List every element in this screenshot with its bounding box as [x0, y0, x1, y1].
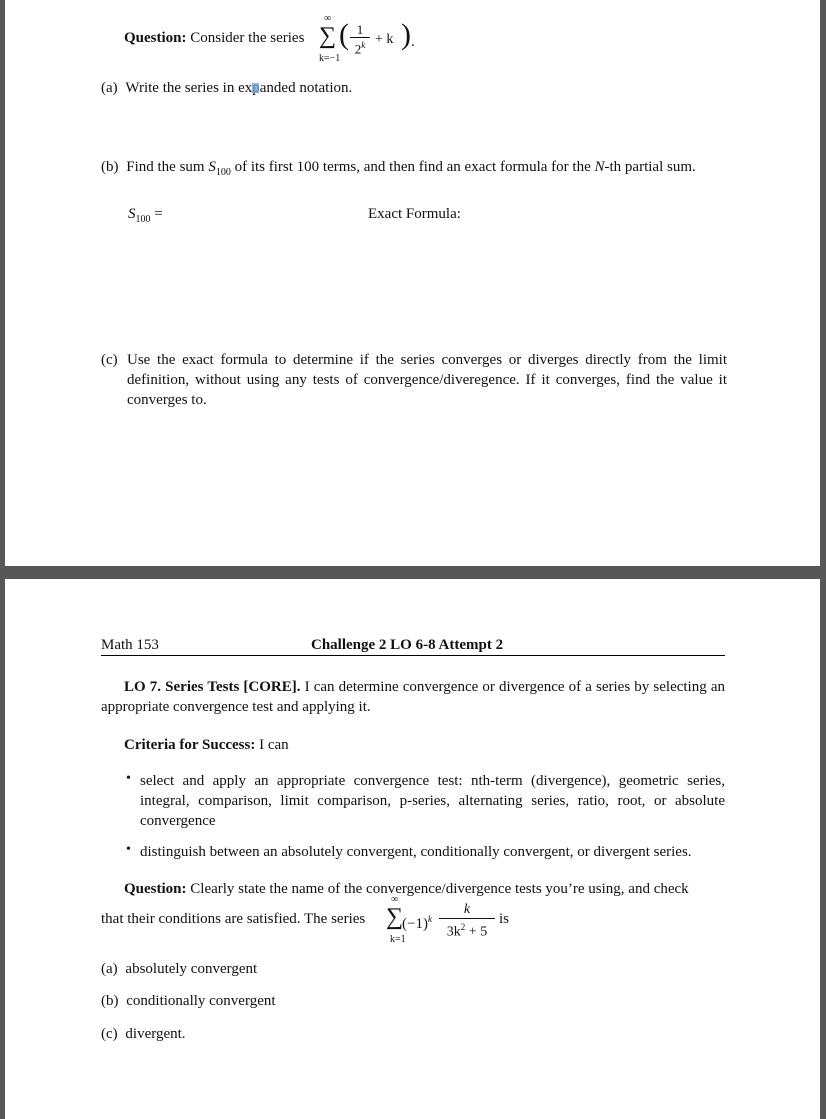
- s-symbol: S: [208, 159, 216, 175]
- series-formula-1: [315, 14, 425, 66]
- sum-upper-limit: ∞: [324, 13, 332, 24]
- s100-answer-line: [128, 204, 163, 230]
- n-symbol: N: [594, 159, 605, 175]
- series-tail: + k: [375, 32, 394, 47]
- criteria-text: I can: [259, 737, 289, 753]
- option-b-text: conditionally convergent: [126, 993, 276, 1009]
- option-c: [101, 1024, 186, 1044]
- criteria-bullet-2: distinguish between an absolutely convergent, conditionally convergent, or divergent series.: [140, 844, 692, 860]
- option-a-text: absolutely convergent: [125, 961, 258, 977]
- s100-equals: =: [154, 206, 163, 222]
- bullet-icon: •: [126, 842, 131, 857]
- fraction2-denominator: $3k^2 + 5$: [446, 922, 488, 940]
- question2-label: Question:: [124, 881, 187, 897]
- lo-text: I can determine convergence or divergence of a series by selecting an appropriate convergence test and applying it.: [101, 679, 725, 715]
- part-b-text-3: -th partial sum.: [604, 159, 696, 175]
- question2-text-2: that their conditions are satisfied. The series: [101, 911, 366, 927]
- part-a-label: (a): [101, 80, 118, 96]
- fraction-2: [439, 901, 495, 941]
- criteria-line: [124, 735, 289, 755]
- question-label: Question:: [124, 30, 187, 46]
- lo-title: LO 7. Series Tests [CORE].: [124, 679, 301, 695]
- option-a-label: (a): [101, 961, 118, 977]
- lo-paragraph: [101, 677, 725, 717]
- alternating-sign: $(-1)^k$: [402, 914, 432, 932]
- question-text: Consider the series: [190, 30, 305, 46]
- fraction2-numerator: k: [439, 901, 495, 919]
- part-a-text-1: Write the series in ex: [125, 80, 253, 96]
- part-b-text-1: Find the sum: [126, 159, 205, 175]
- s100-subscript: 100: [135, 214, 151, 225]
- sum2-lower-limit: k=1: [390, 934, 406, 945]
- page-2: [5, 579, 820, 1119]
- sigma-symbol: ∑: [386, 904, 404, 930]
- criteria-bullet-1: select and apply an appropriate convergence test: nth-term (divergence), geometric series, integral, comparison, limit comparison, p-series, alternating series, ratio, root, or absolute convergence: [140, 773, 725, 829]
- header-title: Challenge 2 LO 6-8 Attempt 2: [311, 637, 504, 653]
- part-c-label: (c): [101, 352, 118, 368]
- header-divider: [101, 655, 725, 656]
- s-subscript: 100: [215, 167, 231, 178]
- part-a-text-2: anded notation.: [259, 80, 353, 96]
- bullet-icon: •: [126, 771, 131, 786]
- option-b-label: (b): [101, 993, 119, 1009]
- right-paren: ): [401, 18, 411, 51]
- option-b: [101, 991, 276, 1011]
- question2-text-1: Clearly state the name of the convergence/divergence tests you’re using, and check: [190, 881, 689, 897]
- fraction-numerator: 1: [350, 23, 370, 38]
- part-b-label: (b): [101, 159, 119, 175]
- exact-formula-label: Exact Formula:: [368, 206, 461, 222]
- part-b: [101, 157, 696, 183]
- course-name: Math 153: [101, 637, 159, 653]
- option-c-text: divergent.: [125, 1026, 186, 1042]
- part-b-text-2: of its first 100 terms, and then find an exact formula for the: [234, 159, 591, 175]
- period: .: [411, 34, 415, 50]
- text-cursor-icon: [252, 83, 259, 93]
- question2-is: is: [499, 911, 510, 927]
- s100-symbol: S: [128, 206, 136, 222]
- part-a: [101, 78, 352, 98]
- option-c-label: (c): [101, 1026, 118, 1042]
- page-1: [5, 0, 820, 566]
- part-c-text: Use the exact formula to determine if the series converges or diverges directly from the limit definition, without using any tests of convergence/diveregence. If it converges, find the value it converges to.: [127, 352, 727, 408]
- series-formula-2: [383, 894, 510, 947]
- fraction-1: [350, 23, 370, 56]
- question-line: [124, 28, 304, 48]
- fraction-denominator: 2$^k$: [354, 40, 366, 57]
- sum-lower-limit: k=−1: [319, 53, 341, 64]
- criteria-label: Criteria for Success:: [124, 737, 256, 753]
- left-paren: (: [339, 18, 349, 51]
- option-a: [101, 959, 257, 979]
- sum2-upper-limit: ∞: [391, 894, 399, 905]
- sigma-symbol: ∑: [319, 23, 337, 49]
